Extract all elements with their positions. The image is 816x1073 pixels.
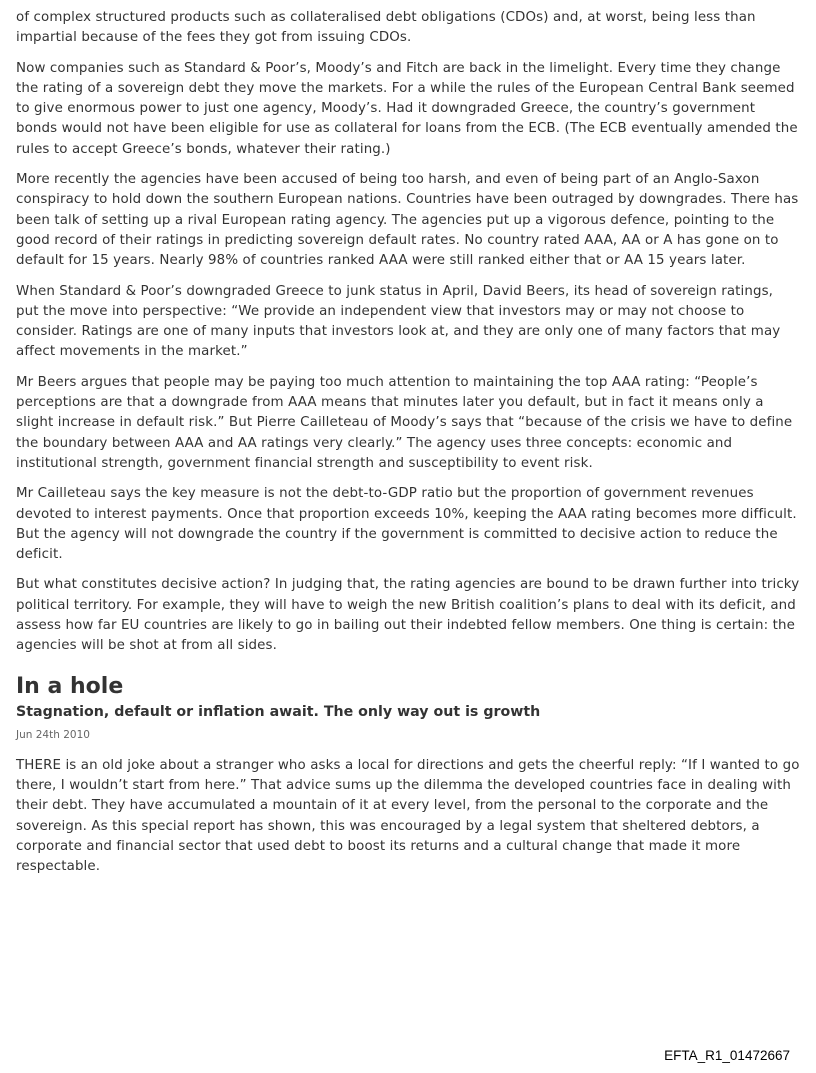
article-paragraph: But what constitutes decisive action? In judging that, the rating agencies are bound to be drawn further into tricky political territory. For example, they will have to weigh the new British coalition’s plans to deal with its deficit, and assess how far EU countries are likely to go in bailing out their indebted fellow members. One thing is certain: the agencies will be shot at from all sides. [16, 577, 800, 654]
article-date: Jun 24th 2010 [16, 728, 90, 741]
article-headline: In a hole [16, 673, 124, 699]
article-paragraph: THERE is an old joke about a stranger who asks a local for directions and gets the cheerful reply: “If I wanted to go there, I wouldn’t start from here.” That advice sums up the dilemma the developed countries face in dealing with their debt. They have accumulated a mountain of it at every level, from the personal to the corporate and the sovereign. As this special report has shown, this was encouraged by a legal system that sheltered debtors, a corporate and financial sector that used debt to boost its returns and a cultural change that made it more respectable. [16, 757, 800, 875]
article-paragraph: Mr Beers argues that people may be paying too much attention to maintaining the top AAA rating: “People’s perceptions are that a downgrade from AAA means that minutes later you default, but in fact it means only a slight increase in default risk.” But Pierre Cailleteau of Moody’s says that “because of the crisis we have to define the boundary between AAA and AA ratings very clearly.” The agency uses three concepts: economic and institutional strength, government financial strength and susceptibility to event risk. [16, 374, 793, 471]
article-paragraph: More recently the agencies have been accused of being too harsh, and even of being part of an Anglo-Saxon conspiracy to hold down the southern European nations. Countries have been outraged by downgrades. There has been talk of setting up a rival European rating agency. The agencies put up a vigorous defence, pointing to the good record of their ratings in predicting sovereign default rates. No country rated AAA, AA or A has gone on to default for 15 years. Nearly 98% of countries ranked AAA were still ranked either that or AA 15 years later. [16, 172, 799, 269]
article-paragraph: of complex structured products such as collateralised debt obligations (CDOs) and, at worst, being less than impartial because of the fees they got from issuing CDOs. [16, 10, 756, 46]
article-paragraph: Mr Cailleteau says the key measure is not the debt-to-GDP ratio but the proportion of government revenues devoted to interest payments. Once that proportion exceeds 10%, keeping the AAA rating becomes more difficult. But the agency will not downgrade the country if the government is committed to decisive action to reduce the deficit. [16, 486, 797, 563]
article-paragraph: Now companies such as Standard & Poor’s, Moody’s and Fitch are back in the limelight. Every time they change the rating of a sovereign debt they move the markets. For a while the rules of the European Central Bank seemed to give enormous power to just one agency, Moody’s. Had it downgraded Greece, the country’s government bonds would not have been eligible for use as collateral for loans from the ECB. (The ECB eventually amended the rules to accept Greece’s bonds, whatever their rating.) [16, 60, 798, 157]
article-content [16, 8, 800, 887]
article-subheadline: Stagnation, default or inflation await. The only way out is growth [16, 703, 541, 720]
document-id: EFTA_R1_01472667 [664, 1048, 790, 1063]
article-paragraph: When Standard & Poor’s downgraded Greece to junk status in April, David Beers, its head of sovereign ratings, put the move into perspective: “We provide an independent view that investors may or may not choose to consider. Ratings are one of many inputs that investors look at, and they are only one of many factors that may affect movements in the market.” [16, 283, 781, 360]
